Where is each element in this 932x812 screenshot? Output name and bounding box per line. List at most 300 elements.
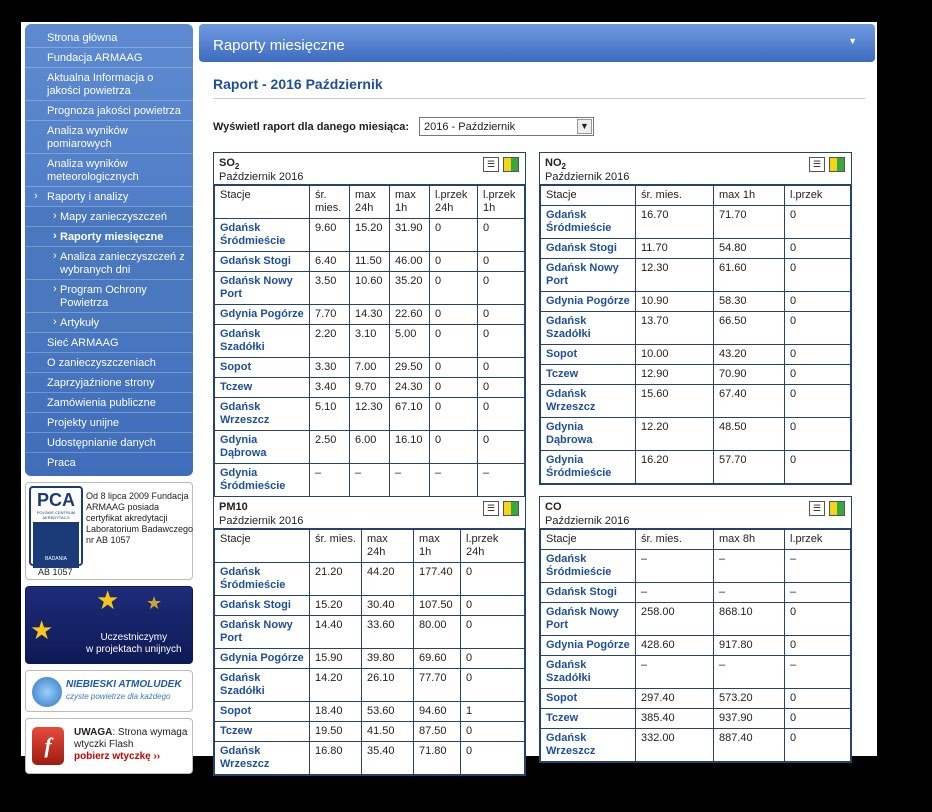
station-link[interactable]: Gdańsk Nowy Port [220, 275, 293, 300]
table-row [215, 272, 525, 305]
table-row [541, 451, 851, 484]
station-cell [541, 583, 636, 603]
value-cell: 3.10 [350, 325, 390, 358]
value-cell: 87.50 [414, 722, 461, 742]
value-cell: 29.50 [390, 358, 430, 378]
value-cell: 2.20 [310, 325, 350, 358]
station-cell [215, 325, 310, 358]
nav-item-eu-projects[interactable]: Projekty unijne [25, 413, 193, 433]
station-link[interactable]: Gdańsk Stogi [546, 586, 617, 598]
table-row [215, 742, 525, 775]
value-cell: 21.20 [310, 563, 362, 596]
station-cell [541, 603, 636, 636]
value-cell: 67.10 [390, 398, 430, 431]
value-cell: 54.80 [714, 239, 785, 259]
column-header: śr. mies. [636, 186, 714, 206]
value-cell: 12.30 [350, 398, 390, 431]
value-cell: 3.50 [310, 272, 350, 305]
report-title: Raport - 2016 Październik [213, 76, 383, 92]
station-cell [541, 729, 636, 762]
value-cell: – [430, 464, 478, 497]
star-icon: ★ [96, 585, 120, 615]
table-row [215, 616, 525, 649]
value-cell: 14.30 [350, 305, 390, 325]
nav-item-reports[interactable]: › Raporty i analizy [25, 187, 193, 207]
table-row [541, 365, 851, 385]
station-link[interactable]: Gdynia Śródmieście [220, 467, 286, 492]
station-cell [215, 669, 310, 702]
value-cell: 19.50 [310, 722, 362, 742]
value-cell: 0 [430, 252, 478, 272]
value-cell: – [636, 550, 714, 583]
station-link[interactable]: Sopot [546, 692, 578, 704]
star-icon: ★ [146, 593, 163, 613]
column-header: max 8h [714, 530, 785, 550]
value-cell: 0 [785, 259, 851, 292]
subnav-item-maps[interactable]: › Mapy zanieczyszczeń [25, 207, 193, 227]
nav-item-jobs[interactable]: Praca [47, 457, 76, 469]
value-cell: 177.40 [414, 563, 461, 596]
column-header: śr. mies. [310, 186, 350, 219]
station-link[interactable]: Gdynia Dąbrowa [546, 421, 593, 446]
value-cell: 3.30 [310, 358, 350, 378]
flash-notice: f UWAGA: Strona wymaga wtyczki Flash pobierz wtyczkę ›› [25, 718, 193, 774]
column-header: śr. mies. [636, 530, 714, 550]
value-cell: 332.00 [636, 729, 714, 762]
chart-view-icon[interactable] [503, 157, 519, 172]
station-cell [541, 312, 636, 345]
value-cell: 80.00 [414, 616, 461, 649]
column-header: Stacje [215, 186, 310, 219]
sidebar-subnav [25, 207, 193, 333]
value-cell: – [785, 656, 851, 689]
station-link[interactable]: Gdańsk Śródmieście [546, 553, 612, 578]
station-cell [215, 464, 310, 497]
table-row [215, 378, 525, 398]
value-cell: 0 [430, 219, 478, 252]
table-row [541, 550, 851, 583]
value-cell: 0 [461, 616, 525, 649]
pca-logo: PCA POLSKIE CENTRUM AKREDYTACJI BADANIA [29, 486, 83, 566]
value-cell: 71.70 [714, 206, 785, 239]
value-cell: 0 [785, 729, 851, 762]
value-cell: 428.60 [636, 636, 714, 656]
value-cell: 0 [461, 669, 525, 702]
no2-table [540, 185, 851, 484]
subnav-item-selected-days[interactable]: › Analiza zanieczyszczeń z wybranych dni [25, 247, 193, 280]
value-cell: 0 [478, 358, 525, 378]
table-row [215, 358, 525, 378]
value-cell: 26.10 [362, 669, 414, 702]
station-cell [215, 616, 310, 649]
table-row [541, 418, 851, 451]
month-select[interactable]: 2016 - Październik ▼ [419, 117, 594, 136]
station-cell [541, 385, 636, 418]
value-cell: 9.60 [310, 219, 350, 252]
table-row [541, 292, 851, 312]
atmoludek-banner[interactable]: NIEBIESKI ATMOLUDEK czyste powietrze dla każdego [25, 670, 193, 712]
value-cell: 10.00 [636, 345, 714, 365]
table-view-icon[interactable]: ☰ [483, 157, 499, 172]
station-cell [541, 365, 636, 385]
value-cell: 0 [461, 649, 525, 669]
station-cell [541, 206, 636, 239]
station-link[interactable]: Gdynia Dąbrowa [220, 434, 267, 459]
value-cell: – [714, 550, 785, 583]
table-row [541, 312, 851, 345]
station-cell [215, 358, 310, 378]
value-cell: 0 [478, 431, 525, 464]
value-cell: 6.00 [350, 431, 390, 464]
station-link[interactable]: Sopot [220, 705, 252, 717]
nav-item-pollution[interactable]: O zanieczyszczeniach [25, 353, 193, 373]
nav-item-network[interactable]: Sieć ARMAAG [25, 333, 193, 353]
value-cell: 0 [785, 292, 851, 312]
value-cell: – [310, 464, 350, 497]
value-cell: 5.10 [310, 398, 350, 431]
nav-item-friendly-sites[interactable]: Zaprzyjaźnione strony [25, 373, 193, 393]
value-cell: 16.80 [310, 742, 362, 775]
value-cell: 61.60 [714, 259, 785, 292]
so2-panel [213, 152, 526, 498]
value-cell: 0 [430, 398, 478, 431]
table-row [215, 722, 525, 742]
table-row [215, 431, 525, 464]
station-cell [215, 742, 310, 775]
station-link[interactable]: Tczew [220, 381, 253, 393]
no2-panel [539, 152, 852, 485]
table-row [541, 729, 851, 762]
station-link[interactable]: Gdańsk Śródmieście [220, 566, 286, 591]
month-label: Wyświetl raport dla danego miesiąca: [213, 121, 410, 133]
station-link[interactable]: Gdańsk Szadółki [546, 315, 591, 340]
table-row [541, 603, 851, 636]
station-link[interactable]: Gdańsk Wrzeszcz [220, 401, 270, 426]
value-cell: 46.00 [390, 252, 430, 272]
subnav-item-air-program[interactable]: › Program Ochrony Powietrza [25, 280, 193, 313]
chart-view-icon[interactable] [829, 157, 845, 172]
main-content [199, 24, 875, 770]
value-cell: 30.40 [362, 596, 414, 616]
nav-item-foundation[interactable]: Fundacja ARMAAG [25, 48, 193, 68]
table-row [215, 563, 525, 596]
value-cell: 11.70 [636, 239, 714, 259]
atmoludek-icon [32, 677, 62, 707]
column-header: l.przek 24h [461, 530, 525, 563]
station-cell [215, 431, 310, 464]
value-cell: 16.20 [636, 451, 714, 484]
value-cell: 58.30 [714, 292, 785, 312]
value-cell: 14.20 [310, 669, 362, 702]
value-cell: 0 [430, 305, 478, 325]
table-view-icon[interactable]: ☰ [483, 501, 499, 516]
value-cell: 0 [478, 272, 525, 305]
table-row [541, 656, 851, 689]
station-cell [541, 451, 636, 484]
station-link[interactable]: Sopot [546, 348, 578, 360]
value-cell: 297.40 [636, 689, 714, 709]
nav-item-measurement-analysis[interactable]: Analiza wyników pomiarowych [25, 121, 193, 154]
eu-projects-banner[interactable]: ★ ★ ★ Uczestniczymy w projektach unijnych [25, 586, 193, 664]
table-row [215, 669, 525, 702]
station-cell [541, 636, 636, 656]
station-link[interactable]: Gdańsk Śródmieście [546, 209, 612, 234]
value-cell: 7.00 [350, 358, 390, 378]
value-cell: 0 [478, 398, 525, 431]
station-link[interactable]: Gdańsk Nowy Port [546, 262, 619, 287]
station-link[interactable]: Gdynia Pogórze [546, 639, 630, 651]
value-cell: 67.40 [714, 385, 785, 418]
subnav-item-articles[interactable]: › Artykuły [25, 313, 193, 333]
value-cell: 12.90 [636, 365, 714, 385]
table-row [215, 219, 525, 252]
station-link[interactable]: Gdańsk Śródmieście [220, 222, 286, 247]
station-cell [215, 252, 310, 272]
value-cell: 16.10 [390, 431, 430, 464]
chevron-down-icon[interactable]: ▼ [577, 119, 592, 134]
station-link[interactable]: Gdańsk Nowy Port [220, 619, 293, 644]
station-link[interactable]: Gdańsk Nowy Port [546, 606, 619, 631]
value-cell: 0 [785, 385, 851, 418]
station-cell [541, 292, 636, 312]
value-cell: 14.40 [310, 616, 362, 649]
value-cell: 18.40 [310, 702, 362, 722]
station-link[interactable]: Gdańsk Wrzeszcz [546, 732, 596, 757]
nav-item-data-sharing[interactable]: Udostępnianie danych [25, 433, 193, 453]
station-link[interactable]: Gdańsk Szadółki [220, 328, 265, 353]
table-view-icon[interactable]: ☰ [809, 157, 825, 172]
value-cell: 70.90 [714, 365, 785, 385]
table-row [215, 702, 525, 722]
section-title: Raporty miesięczne [213, 37, 345, 54]
value-cell: 0 [430, 272, 478, 305]
star-icon: ★ [30, 615, 54, 645]
value-cell: – [785, 550, 851, 583]
pca-number: AB 1057 [38, 567, 73, 577]
station-link[interactable]: Gdańsk Stogi [546, 242, 617, 254]
panel-title: $SO_2$ [219, 157, 240, 172]
value-cell: 107.50 [414, 596, 461, 616]
column-header: l.przek [785, 530, 851, 550]
pm10-panel [213, 496, 526, 776]
panel-period: Październik 2016 [545, 515, 630, 527]
value-cell: 5.00 [390, 325, 430, 358]
station-link[interactable]: Gdańsk Wrzeszcz [220, 745, 270, 770]
table-row [541, 689, 851, 709]
sidebar [25, 24, 193, 774]
station-link[interactable]: Tczew [546, 712, 579, 724]
table-view-icon[interactable]: ☰ [809, 501, 825, 516]
panel-title: $NO_2$ [545, 157, 566, 172]
panel-period: Październik 2016 [219, 515, 304, 527]
value-cell: 0 [430, 378, 478, 398]
column-header: max 1h [414, 530, 461, 563]
station-link[interactable]: Gdańsk Szadółki [546, 659, 591, 684]
value-cell: 11.50 [350, 252, 390, 272]
browser-page [21, 22, 877, 770]
station-link[interactable]: Gdańsk Stogi [220, 599, 291, 611]
nav-item-meteo-analysis[interactable]: Analiza wyników meteorologicznych [25, 154, 193, 187]
table-row [215, 596, 525, 616]
table-row [541, 259, 851, 292]
value-cell: – [390, 464, 430, 497]
station-cell [541, 550, 636, 583]
value-cell: 0 [461, 742, 525, 775]
station-cell [541, 689, 636, 709]
value-cell: 0 [430, 358, 478, 378]
value-cell: 937.90 [714, 709, 785, 729]
value-cell: 35.40 [362, 742, 414, 775]
flash-icon: f [32, 727, 64, 765]
table-row [215, 649, 525, 669]
station-link[interactable]: Gdynia Pogórze [546, 295, 630, 307]
station-link[interactable]: Sopot [220, 361, 252, 373]
value-cell: 71.80 [414, 742, 461, 775]
station-cell [215, 563, 310, 596]
station-link[interactable]: Gdańsk Szadółki [220, 672, 265, 697]
value-cell: 385.40 [636, 709, 714, 729]
value-cell: 24.30 [390, 378, 430, 398]
column-header: max 1h [714, 186, 785, 206]
value-cell: 35.20 [390, 272, 430, 305]
value-cell: 7.70 [310, 305, 350, 325]
value-cell: 573.20 [714, 689, 785, 709]
value-cell: 13.70 [636, 312, 714, 345]
co-panel [539, 496, 852, 763]
station-cell [541, 345, 636, 365]
column-header: śr. mies. [310, 530, 362, 563]
table-row [215, 398, 525, 431]
nav-item-forecast[interactable]: Prognoza jakości powietrza [25, 101, 193, 121]
station-cell [541, 418, 636, 451]
value-cell: 10.60 [350, 272, 390, 305]
station-link[interactable]: Gdynia Pogórze [220, 652, 304, 664]
station-cell [215, 305, 310, 325]
value-cell: 887.40 [714, 729, 785, 762]
value-cell: 12.20 [636, 418, 714, 451]
value-cell: 57.70 [714, 451, 785, 484]
nav-item-public-orders[interactable]: Zamówienia publiczne [25, 393, 193, 413]
value-cell: 15.20 [310, 596, 362, 616]
value-cell: 0 [785, 239, 851, 259]
value-cell: 258.00 [636, 603, 714, 636]
station-link[interactable]: Gdańsk Wrzeszcz [546, 388, 596, 413]
value-cell: 12.30 [636, 259, 714, 292]
nav-item-home[interactable]: Strona główna [25, 28, 193, 48]
pm10-table [214, 529, 525, 775]
value-cell: – [714, 656, 785, 689]
panel-period: Październik 2016 [219, 171, 304, 183]
value-cell: 15.90 [310, 649, 362, 669]
value-cell: 0 [461, 563, 525, 596]
station-link[interactable]: Gdynia Pogórze [220, 308, 304, 320]
value-cell: 0 [785, 206, 851, 239]
value-cell: 0 [785, 451, 851, 484]
value-cell: 48.50 [714, 418, 785, 451]
value-cell: 0 [478, 325, 525, 358]
panel-period: Październik 2016 [545, 171, 630, 183]
table-row [215, 305, 525, 325]
value-cell: 43.20 [714, 345, 785, 365]
value-cell: 39.80 [362, 649, 414, 669]
column-header: max 24h [362, 530, 414, 563]
column-header: l.przek [785, 186, 851, 206]
column-header: max 24h [350, 186, 390, 219]
table-row [215, 464, 525, 497]
download-flash-link[interactable]: pobierz wtyczkę ›› [74, 751, 161, 762]
table-row [215, 252, 525, 272]
value-cell: 22.60 [390, 305, 430, 325]
column-header: l.przek 1h [478, 186, 525, 219]
section-header [199, 24, 875, 62]
value-cell: – [785, 583, 851, 603]
column-header: max 1h [390, 186, 430, 219]
nav-item-current-info[interactable]: Aktualna Informacja o jakości powietrza [25, 68, 193, 101]
pca-accreditation-banner[interactable] [25, 482, 193, 580]
value-cell: 0 [785, 636, 851, 656]
table-row [541, 636, 851, 656]
value-cell: 53.60 [362, 702, 414, 722]
column-header: Stacje [215, 530, 310, 563]
table-row [541, 206, 851, 239]
so2-table [214, 185, 525, 497]
value-cell: 10.90 [636, 292, 714, 312]
panel-title: PM10 [219, 501, 248, 513]
subnav-item-monthly-reports[interactable]: › Raporty miesięczne [25, 227, 193, 247]
value-cell: 0 [785, 312, 851, 345]
value-cell: 15.60 [636, 385, 714, 418]
chart-view-icon[interactable] [503, 501, 519, 516]
station-cell [215, 272, 310, 305]
sidebar-nav [25, 24, 193, 476]
value-cell: 44.20 [362, 563, 414, 596]
station-cell [215, 378, 310, 398]
value-cell: 0 [785, 418, 851, 451]
value-cell: 2.50 [310, 431, 350, 464]
station-cell [541, 709, 636, 729]
value-cell: 0 [785, 709, 851, 729]
station-cell [215, 398, 310, 431]
column-header: l.przek 24h [430, 186, 478, 219]
value-cell: 0 [785, 365, 851, 385]
station-link[interactable]: Tczew [220, 725, 253, 737]
station-link[interactable]: Tczew [546, 368, 579, 380]
value-cell: 0 [785, 603, 851, 636]
station-cell [215, 219, 310, 252]
table-row [541, 385, 851, 418]
value-cell: 31.90 [390, 219, 430, 252]
chevron-down-icon[interactable]: ▼ [848, 36, 857, 46]
station-cell [215, 649, 310, 669]
value-cell: 3.40 [310, 378, 350, 398]
table-row [215, 325, 525, 358]
station-link[interactable]: Gdynia Śródmieście [546, 454, 612, 479]
station-cell [215, 722, 310, 742]
chart-view-icon[interactable] [829, 501, 845, 516]
station-cell [215, 702, 310, 722]
column-header: Stacje [541, 530, 636, 550]
value-cell: – [636, 656, 714, 689]
value-cell: 0 [478, 305, 525, 325]
value-cell: 0 [478, 252, 525, 272]
station-cell [541, 259, 636, 292]
value-cell: – [350, 464, 390, 497]
value-cell: 0 [785, 689, 851, 709]
value-cell: 1 [461, 702, 525, 722]
value-cell: 0 [430, 325, 478, 358]
value-cell: – [636, 583, 714, 603]
station-link[interactable]: Gdańsk Stogi [220, 255, 291, 267]
